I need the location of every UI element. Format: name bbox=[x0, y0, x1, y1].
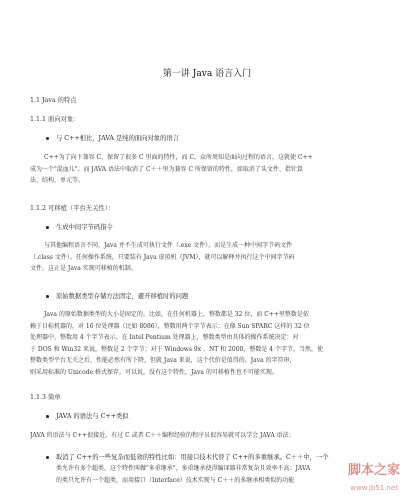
paragraph-line: 法、结构、单元等。 bbox=[30, 177, 85, 184]
bullet-text: 生成中间字节码指令 bbox=[56, 224, 113, 231]
paragraph-line: 处理器中，整数用 4 个字节表示。在 Intel Pentium 处理器上，整数类型由具体的操作系统决定：对 bbox=[30, 334, 299, 341]
bullet-text: JAVA 的语法与 C++类似 bbox=[56, 413, 129, 420]
heading-1-1-3: 1.1.3 简单 bbox=[30, 394, 61, 401]
paragraph bbox=[56, 463, 386, 486]
heading-1-1-2: 1.1.2 可移植（平台无关性）： bbox=[30, 205, 115, 212]
paragraph-line: 于 DOS 和 Win32 来说，整数是 2 个字节；对于 Windows 9x 、NT 和 2000，整数是 4 个字节。当然，使 bbox=[30, 345, 323, 353]
paragraph bbox=[30, 240, 386, 275]
bullet-dot-icon bbox=[46, 226, 49, 229]
heading-1-1-1: 1.1.1 面向对象： bbox=[30, 116, 80, 123]
bullet-dot-icon bbox=[46, 295, 49, 298]
paragraph-line: 的类只允许有一个超类，而用接口（Interface）技术实现与 C＋＋的多继承相类似的功能 bbox=[56, 476, 295, 484]
paragraph-line: 赖于目标机器的，对 16 位处理器（比如 8086），整数用两个字节表示；在像 Sun SPARC 这样的 32 位 bbox=[30, 322, 310, 330]
heading-1-1: 1.1 Java 的特点 bbox=[30, 97, 77, 104]
watermark-text: 脚本之家 bbox=[347, 463, 400, 478]
paragraph-line: C++为了向下兼容 C，保留了很多 C 里面的特性，而 C，众所周知是面向过程的语言，这就使 C++ bbox=[44, 154, 313, 161]
paragraph-line: 文件。这正是 Java 实现可移植的机制。 bbox=[30, 265, 137, 272]
bullet-item bbox=[46, 411, 129, 420]
page-title: 第一讲 Java 语言入门 bbox=[162, 69, 252, 79]
watermark-url: www.jb51.net bbox=[350, 484, 398, 492]
bullet-dot-icon bbox=[46, 137, 49, 140]
bullet-text: 取消了 C++的一些复杂而低效的特性比如：用接口技术代替了 C++的多重继承。C＋＋中，一个 bbox=[56, 454, 329, 461]
bullet-text: 与 C++相比，JAVA 是纯的面向对象的语言 bbox=[56, 135, 179, 142]
bullet-item bbox=[46, 291, 188, 300]
paragraph-line: （.class 文件）。任何操作系统，只要装有 Java 虚拟机（JVM），就可以解释并执行这个中间字节码 bbox=[30, 253, 295, 261]
paragraph-line: 则采用标准的 Unicode 格式保存。可以说，没有这个特性，Java 的可移植性也不可能实现。 bbox=[30, 368, 278, 376]
paragraph-line: Java 的原始数据类型的大小是固定的。比如，在任何机器上，整数都是 32 位，而 C++里整数是依 bbox=[44, 311, 309, 318]
paragraph bbox=[30, 430, 386, 442]
paragraph-line: 整数类型平台无关之后，性能必然有所下降，但就 Java 来说，这个代价是值得的。Java 的字符串， bbox=[30, 357, 296, 364]
bullet-dot-icon bbox=[46, 415, 49, 418]
paragraph-line: JAVA 的语法与 C++很接近，有过 C 或者 C＋＋编程经验的程序员很容易就可以学会 JAVA 语法； bbox=[30, 432, 295, 439]
paragraph bbox=[30, 309, 386, 378]
paragraph-line: 成为一个"混血儿"。而 JAVA 语法中取消了 C＋＋里为兼容 C 所保留的特性，如取消了头文件、指针算 bbox=[30, 165, 303, 173]
bullet-item bbox=[46, 452, 329, 461]
bullet-item bbox=[46, 222, 113, 231]
bullet-text: 原始数据类型存储方法固定，避开移植时的问题 bbox=[56, 293, 189, 300]
bullet-item bbox=[46, 133, 179, 142]
paragraph-line: 与其他编程语言不同，Java 并不生成可执行文件（.exe 文件），而是生成一种中间字节码文件 bbox=[44, 242, 293, 249]
paragraph-line: 类允许有多个超类，这个特性叫做"多重继承"，多重继承使得编译器非常复杂且效率不高；JAVA bbox=[56, 465, 311, 472]
paragraph bbox=[30, 152, 386, 187]
bullet-dot-icon bbox=[46, 456, 49, 459]
